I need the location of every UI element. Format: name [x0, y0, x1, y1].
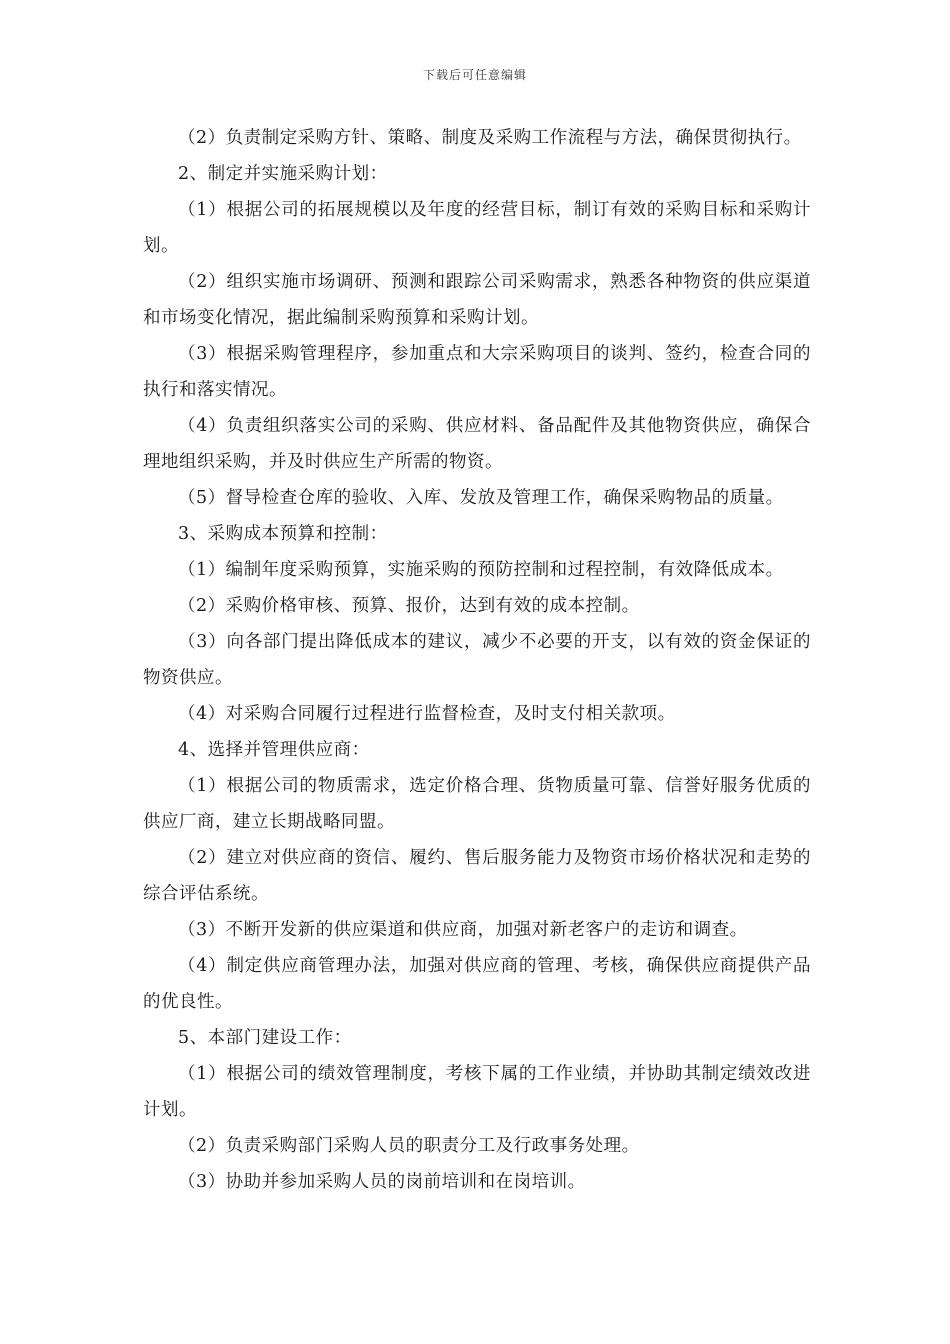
paragraph: （2）负责制定采购方针、策略、制度及采购工作流程与方法，确保贯彻执行。: [178, 128, 802, 148]
paragraph: （3）根据采购管理程序，参加重点和大宗采购项目的谈判、签约，检查合同的执行和落实情况。: [143, 344, 811, 400]
section-heading: 5、本部门建设工作：: [178, 1028, 352, 1048]
paragraph: （3）不断开发新的供应渠道和供应商，加强对新老客户的走访和调查。: [178, 920, 748, 940]
paragraph: （5）督导检查仓库的验收、入库、发放及管理工作，确保采购物品的质量。: [178, 488, 784, 508]
page-header: 下载后可任意编辑: [422, 68, 527, 82]
section-heading: 2、制定并实施采购计划：: [178, 164, 388, 184]
paragraph: （3）协助并参加采购人员的岗前培训和在岗培训。: [178, 1172, 586, 1192]
paragraph: （2）组织实施市场调研、预测和跟踪公司采购需求，熟悉各种物资的供应渠道和市场变化情况，据此编制采购预算和采购计划。: [143, 272, 811, 328]
paragraph: （2）建立对供应商的资信、履约、售后服务能力及物资市场价格状况和走势的综合评估系统。: [143, 848, 811, 904]
paragraph: （2）采购价格审核、预算、报价，达到有效的成本控制。: [178, 596, 640, 616]
paragraph: （4）制定供应商管理办法，加强对供应商的管理、考核，确保供应商提供产品的优良性。: [143, 956, 811, 1012]
paragraph: （4）对采购合同履行过程进行监督检查，及时支付相关款项。: [178, 704, 676, 724]
paragraph: （1）根据公司的物质需求，选定价格合理、货物质量可靠、信誉好服务优质的供应厂商，建立长期战略同盟。: [143, 776, 811, 832]
document-body: [143, 120, 811, 1200]
paragraph: （1）编制年度采购预算，实施采购的预防控制和过程控制，有效降低成本。: [178, 560, 784, 580]
section-heading: 4、选择并管理供应商：: [178, 740, 370, 760]
paragraph: （2）负责采购部门采购人员的职责分工及行政事务处理。: [178, 1136, 640, 1156]
paragraph: （1）根据公司的拓展规模以及年度的经营目标，制订有效的采购目标和采购计划。: [143, 200, 811, 256]
paragraph: （1）根据公司的绩效管理制度，考核下属的工作业绩，并协助其制定绩效改进计划。: [143, 1064, 811, 1120]
paragraph: （4）负责组织落实公司的采购、供应材料、备品配件及其他物资供应，确保合理地组织采购，并及时供应生产所需的物资。: [143, 416, 811, 472]
section-heading: 3、采购成本预算和控制：: [178, 524, 388, 544]
paragraph: （3）向各部门提出降低成本的建议，减少不必要的开支，以有效的资金保证的物资供应。: [143, 632, 811, 688]
